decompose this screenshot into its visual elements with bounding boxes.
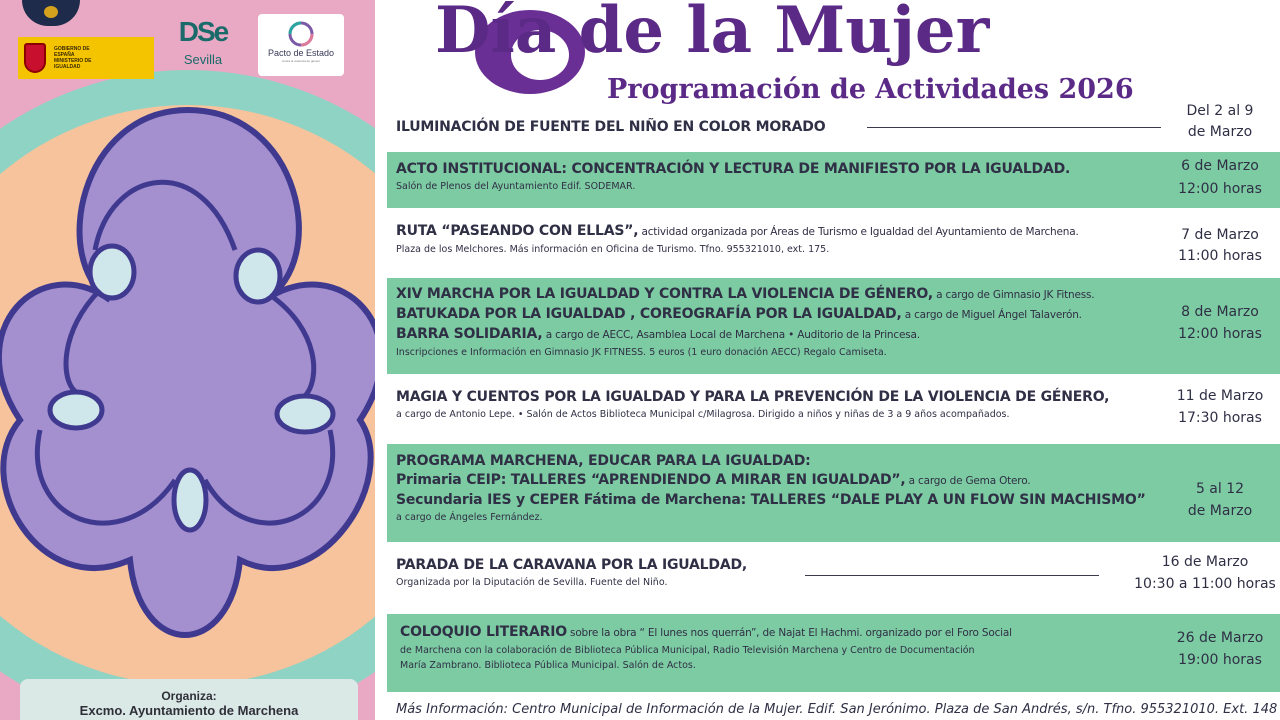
flower-illustration (0, 0, 375, 720)
event-row (387, 278, 1280, 374)
event-title: COLOQUIO LITERARIO sobre la obra “ El lunes nos querrán”, de Najat El Hachmi. organizado por el Foro Social (400, 624, 1012, 640)
event-time: 12:00 horas (1178, 181, 1262, 197)
event-title: ACTO INSTITUCIONAL: CONCENTRACIÓN Y LECTURA DE MANIFIESTO POR LA IGUALDAD. (396, 161, 1071, 177)
event-date: 7 de Marzo (1181, 227, 1259, 243)
event-date: 6 de Marzo (1181, 158, 1259, 174)
event-detail: Salón de Plenos del Ayuntamiento Edif. SODEMAR. (396, 181, 636, 192)
event-date: Del 2 al 9 (1186, 103, 1254, 119)
event-row (387, 546, 1280, 608)
page-title: Día de la Mujer (435, 0, 990, 68)
event-detail: Organizada por la Diputación de Sevilla. Fuente del Niño. (396, 577, 668, 588)
event-date-second: de Marzo (1187, 124, 1253, 140)
organiza-box (20, 679, 358, 720)
event-date: 16 de Marzo (1161, 554, 1249, 570)
dse-sevilla-logo (173, 12, 233, 68)
event-row (387, 614, 1280, 692)
logo-bar (0, 0, 375, 95)
organiza-label: Organiza: (161, 689, 217, 703)
event-row (387, 212, 1280, 274)
pacto-rings-icon (280, 18, 322, 48)
event-row (387, 444, 1280, 542)
dse-mark: DSe (178, 16, 228, 47)
organiza-entity: Excmo. Ayuntamiento de Marchena (79, 703, 299, 718)
event-date: 8 de Marzo (1181, 304, 1259, 320)
event-title: XIV MARCHA POR LA IGUALDAD Y CONTRA LA VIOLENCIA DE GÉNERO, a cargo de Gimnasio JK Fitness. (396, 286, 1095, 302)
event-title: Secundaria IES y CEPER Fátima de Marchena: TALLERES “DALE PLAY A UN FLOW SIN MACHISMO” (396, 492, 1146, 508)
event-detail: Inscripciones e Información en Gimnasio JK FITNESS. 5 euros (1 euro donación AECC) Regalo Camiseta. (396, 347, 887, 358)
marchena-crest-logo (22, 0, 80, 26)
event-date: 26 de Marzo (1176, 630, 1264, 646)
event-date: 11 de Marzo (1176, 388, 1264, 404)
header (375, 0, 1280, 110)
pacto-de-estado-logo (258, 14, 344, 76)
gobierno-logo-text: GOBIERNO DE ESPAÑA MINISTERIO DE IGUALDAD (54, 46, 92, 70)
event-time: 17:30 horas (1178, 410, 1262, 426)
gobierno-espana-logo (18, 37, 154, 79)
event-title: BATUKADA POR LA IGUALDAD , COREOGRAFÍA POR LA IGUALDAD, a cargo de Miguel Ángel Talaverón. (396, 306, 1082, 322)
event-detail: Plaza de los Melchores. Más información en Oficina de Turismo. Tfno. 955321010, ext. 175. (396, 244, 830, 255)
event-time: 19:00 horas (1178, 652, 1262, 668)
event-detail: a cargo de Ángeles Fernández. (396, 512, 543, 523)
divider-line (805, 575, 1099, 576)
dse-city: Sevilla (183, 52, 223, 67)
event-title: ILUMINACIÓN DE FUENTE DEL NIÑO EN COLOR MORADO (396, 119, 826, 135)
event-detail: de Marchena con la colaboración de Biblioteca Pública Municipal, Radio Televisión Marchena y Centro de Documentación (400, 645, 975, 656)
pacto-name: Pacto de Estado (267, 48, 335, 58)
more-info-footer: Más Información: Centro Municipal de Información de la Mujer. Edif. San Jerónimo. Plaza de San Andrés, s/n. Tfno. 955321010. Ext. 148 (396, 702, 1278, 717)
event-title: MAGIA Y CUENTOS POR LA IGUALDAD Y PARA LA PREVENCIÓN DE LA VIOLENCIA DE GÉNERO, (396, 389, 1110, 405)
event-detail: María Zambrano. Biblioteca Pública Municipal. Salón de Actos. (400, 660, 696, 671)
divider-line (867, 127, 1161, 128)
program-panel (375, 0, 1280, 720)
event-row (387, 378, 1280, 440)
event-time: 10:30 a 11:00 horas (1134, 576, 1276, 592)
event-date: 5 al 12 (1195, 481, 1245, 497)
page-subtitle: Programación de Actividades 2026 (607, 74, 1134, 105)
event-date-second: de Marzo (1187, 503, 1253, 519)
event-title: BARRA SOLIDARIA, a cargo de AECC, Asamblea Local de Marchena • Auditorio de la Princesa. (396, 326, 920, 342)
poster-artwork (0, 0, 375, 720)
event-row (387, 103, 1280, 148)
event-time: 11:00 horas (1178, 248, 1262, 264)
event-title: Primaria CEIP: TALLERES “APRENDIENDO A MIRAR EN IGUALDAD”, a cargo de Gema Otero. (396, 472, 1031, 488)
spain-shield-icon (24, 43, 46, 73)
pacto-subtitle: contra la violencia de género (281, 59, 321, 63)
event-time: 12:00 horas (1178, 326, 1262, 342)
event-title: PARADA DE LA CARAVANA POR LA IGUALDAD, (396, 557, 747, 573)
event-detail: a cargo de Antonio Lepe. • Salón de Actos Biblioteca Municipal c/Milagrosa. Dirigido a niños y niñas de 3 a 9 años acompañados. (396, 409, 1010, 420)
event-row (387, 152, 1280, 208)
event-title: RUTA “PASEANDO CON ELLAS”, actividad organizada por Áreas de Turismo e Igualdad del Ayuntamiento de Marchena. (396, 223, 1079, 239)
event-title: PROGRAMA MARCHENA, EDUCAR PARA LA IGUALDAD: (396, 453, 811, 469)
